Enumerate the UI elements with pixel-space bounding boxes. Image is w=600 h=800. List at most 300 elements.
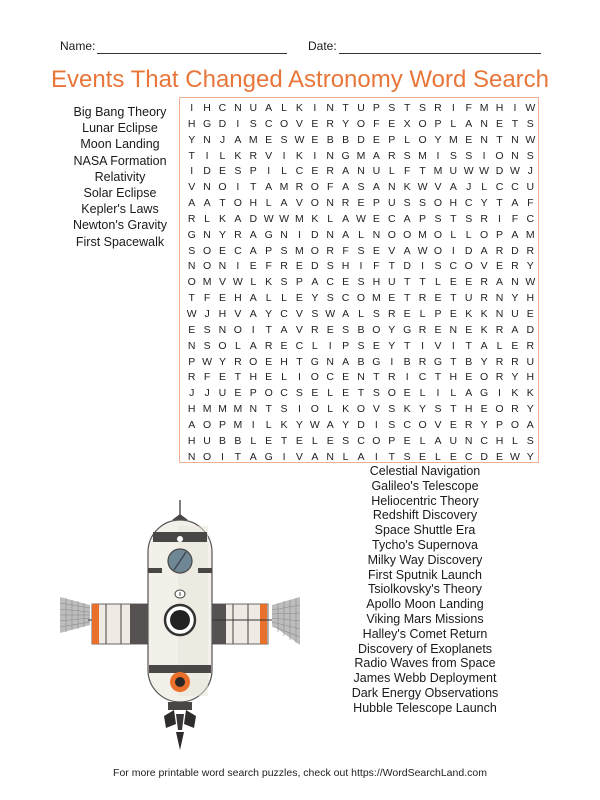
grid-cell[interactable]: Y [511, 292, 519, 305]
grid-cell[interactable]: A [403, 244, 411, 257]
grid-cell[interactable]: I [282, 149, 286, 162]
grid-cell[interactable]: S [372, 307, 380, 320]
grid-cell[interactable]: N [511, 149, 519, 162]
grid-cell[interactable]: F [527, 197, 534, 210]
grid-cell[interactable]: L [281, 102, 287, 114]
grid-cell[interactable]: R [326, 165, 334, 178]
grid-cell[interactable]: H [495, 102, 504, 114]
grid-cell[interactable]: N [187, 260, 196, 273]
grid-cell[interactable]: L [250, 276, 257, 289]
grid-cell[interactable]: C [449, 260, 458, 273]
grid-cell[interactable]: U [387, 276, 396, 289]
grid-cell[interactable]: H [187, 434, 196, 447]
grid-cell[interactable]: I [405, 371, 409, 384]
grid-cell[interactable]: I [390, 355, 394, 368]
grid-cell[interactable]: C [264, 117, 273, 130]
grid-cell[interactable]: N [387, 181, 396, 194]
grid-cell[interactable]: A [342, 307, 350, 320]
grid-cell[interactable]: L [281, 292, 287, 305]
grid-cell[interactable]: I [190, 102, 194, 114]
grid-cell[interactable]: H [234, 292, 242, 305]
grid-cell[interactable]: Y [526, 260, 534, 273]
grid-cell[interactable]: W [525, 133, 536, 146]
grid-cell[interactable]: B [403, 355, 411, 368]
grid-cell[interactable]: K [480, 323, 488, 336]
grid-cell[interactable]: J [527, 165, 533, 178]
grid-cell[interactable]: A [265, 102, 273, 114]
grid-cell[interactable]: L [419, 434, 426, 447]
grid-cell[interactable]: E [326, 434, 334, 447]
grid-cell[interactable]: H [449, 371, 458, 384]
grid-cell[interactable]: H [249, 197, 258, 210]
grid-cell[interactable]: A [342, 165, 350, 178]
grid-cell[interactable]: W [294, 133, 305, 146]
grid-cell[interactable]: C [511, 181, 519, 194]
grid-cell[interactable]: I [282, 450, 286, 463]
grid-cell[interactable]: S [449, 149, 457, 162]
grid-cell[interactable]: T [450, 355, 457, 368]
grid-cell[interactable]: N [511, 133, 519, 146]
grid-cell[interactable]: A [326, 418, 334, 431]
grid-cell[interactable]: C [464, 450, 473, 463]
grid-cell[interactable]: G [264, 228, 273, 241]
grid-cell[interactable]: R [341, 197, 350, 210]
grid-cell[interactable]: H [187, 403, 196, 416]
name-line[interactable] [97, 42, 287, 54]
grid-cell[interactable]: N [280, 228, 288, 241]
grid-cell[interactable]: E [465, 323, 473, 336]
grid-cell[interactable]: E [218, 165, 226, 178]
grid-cell[interactable]: M [233, 418, 243, 431]
grid-cell[interactable]: E [326, 323, 334, 336]
grid-cell[interactable]: A [342, 212, 350, 225]
grid-cell[interactable]: D [311, 260, 319, 273]
grid-cell[interactable]: F [511, 212, 519, 225]
grid-cell[interactable]: S [434, 260, 442, 273]
grid-cell[interactable]: M [418, 228, 427, 241]
grid-cell[interactable]: V [434, 181, 442, 194]
grid-cell[interactable]: L [265, 197, 272, 210]
grid-cell[interactable]: J [204, 307, 210, 320]
grid-cell[interactable]: N [326, 149, 334, 162]
grid-cell[interactable]: A [249, 292, 257, 305]
grid-cell[interactable]: I [313, 149, 317, 162]
grid-cell[interactable]: V [218, 276, 226, 289]
grid-cell[interactable]: O [233, 197, 242, 210]
grid-cell[interactable]: L [496, 339, 503, 352]
grid-cell[interactable]: A [480, 244, 488, 257]
grid-cell[interactable]: O [310, 371, 319, 384]
grid-cell[interactable]: G [372, 355, 381, 368]
grid-cell[interactable]: I [374, 418, 378, 431]
grid-cell[interactable]: O [203, 450, 212, 463]
grid-cell[interactable]: O [233, 323, 242, 336]
grid-cell[interactable]: O [387, 387, 396, 400]
grid-cell[interactable]: S [434, 212, 442, 225]
grid-cell[interactable]: H [526, 371, 535, 384]
grid-cell[interactable]: L [450, 228, 457, 241]
grid-cell[interactable]: I [482, 149, 486, 162]
grid-cell[interactable]: D [357, 133, 365, 146]
grid-cell[interactable]: H [280, 355, 288, 368]
grid-cell[interactable]: R [187, 371, 196, 384]
grid-cell[interactable]: E [295, 292, 303, 305]
grid-cell[interactable]: T [496, 133, 503, 146]
grid-cell[interactable]: S [188, 244, 196, 257]
grid-cell[interactable]: M [525, 228, 535, 241]
grid-cell[interactable]: F [403, 165, 411, 178]
grid-cell[interactable]: V [265, 149, 273, 162]
grid-cell[interactable]: D [203, 165, 211, 178]
grid-cell[interactable]: C [464, 197, 473, 210]
grid-cell[interactable]: I [451, 102, 455, 114]
grid-cell[interactable]: E [403, 434, 411, 447]
grid-cell[interactable]: S [403, 450, 411, 463]
grid-cell[interactable]: B [326, 133, 334, 146]
grid-cell[interactable]: E [403, 387, 411, 400]
grid-cell[interactable]: V [234, 307, 242, 320]
grid-cell[interactable]: O [387, 228, 396, 241]
grid-cell[interactable]: L [342, 450, 349, 463]
grid-cell[interactable]: N [495, 292, 504, 305]
grid-cell[interactable]: R [311, 323, 319, 336]
grid-cell[interactable]: M [218, 403, 227, 416]
grid-cell[interactable]: C [526, 212, 535, 225]
grid-cell[interactable]: T [496, 197, 503, 210]
grid-cell[interactable]: T [342, 102, 349, 114]
grid-cell[interactable]: I [297, 228, 301, 241]
grid-cell[interactable]: N [203, 133, 211, 146]
grid-cell[interactable]: E [434, 292, 442, 305]
grid-cell[interactable]: O [480, 228, 489, 241]
grid-cell[interactable]: C [326, 276, 334, 289]
grid-cell[interactable]: W [509, 165, 520, 178]
grid-cell[interactable]: M [418, 149, 427, 162]
grid-cell[interactable]: O [464, 260, 473, 273]
grid-cell[interactable]: H [464, 403, 473, 416]
grid-cell[interactable]: Y [480, 355, 488, 368]
grid-cell[interactable]: N [218, 323, 227, 336]
grid-cell[interactable]: S [342, 323, 350, 336]
grid-cell[interactable]: I [498, 387, 501, 400]
grid-cell[interactable]: A [342, 355, 350, 368]
grid-cell[interactable]: F [342, 244, 349, 257]
grid-cell[interactable]: T [465, 339, 472, 352]
grid-cell[interactable]: L [465, 228, 472, 241]
grid-cell[interactable]: S [357, 339, 365, 352]
grid-cell[interactable]: L [419, 387, 426, 400]
grid-cell[interactable]: R [387, 149, 396, 162]
grid-cell[interactable]: P [218, 418, 226, 431]
grid-cell[interactable]: R [418, 323, 427, 336]
grid-cell[interactable]: B [357, 323, 365, 336]
grid-cell[interactable]: N [187, 339, 196, 352]
grid-cell[interactable]: R [511, 403, 519, 416]
grid-cell[interactable]: M [202, 276, 212, 289]
grid-cell[interactable]: F [265, 260, 272, 273]
grid-cell[interactable]: A [234, 133, 242, 146]
grid-cell[interactable]: I [513, 102, 517, 114]
grid-cell[interactable]: R [280, 260, 288, 273]
grid-cell[interactable]: O [279, 117, 289, 130]
grid-cell[interactable]: A [465, 387, 473, 400]
grid-cell[interactable]: F [203, 371, 211, 384]
grid-cell[interactable]: D [357, 418, 365, 431]
grid-cell[interactable]: R [434, 102, 442, 114]
grid-cell[interactable]: L [327, 387, 334, 400]
grid-cell[interactable]: I [313, 102, 317, 114]
grid-cell[interactable]: E [526, 307, 534, 320]
grid-cell[interactable]: N [480, 133, 488, 146]
grid-cell[interactable]: V [295, 450, 303, 463]
grid-cell[interactable]: W [309, 418, 320, 431]
grid-cell[interactable]: L [311, 434, 318, 447]
grid-cell[interactable]: S [203, 339, 211, 352]
grid-cell[interactable]: W [279, 212, 289, 225]
grid-cell[interactable]: T [403, 102, 411, 114]
grid-cell[interactable]: C [418, 371, 427, 384]
grid-cell[interactable]: A [234, 212, 242, 225]
grid-cell[interactable]: U [526, 355, 535, 368]
grid-cell[interactable]: I [190, 165, 194, 178]
grid-cell[interactable]: N [464, 434, 473, 447]
grid-cell[interactable]: L [327, 403, 334, 416]
grid-cell[interactable]: T [450, 292, 457, 305]
grid-cell[interactable]: P [496, 228, 504, 241]
grid-cell[interactable]: I [236, 117, 240, 130]
grid-cell[interactable]: Y [388, 339, 396, 352]
grid-cell[interactable]: O [480, 371, 489, 384]
grid-cell[interactable]: R [464, 418, 473, 431]
grid-cell[interactable]: S [419, 102, 427, 114]
grid-cell[interactable]: O [310, 197, 319, 210]
grid-cell[interactable]: R [418, 292, 427, 305]
grid-cell[interactable]: T [434, 371, 442, 384]
grid-cell[interactable]: S [526, 149, 534, 162]
grid-cell[interactable]: A [434, 434, 442, 447]
grid-cell[interactable]: D [218, 117, 227, 130]
grid-cell[interactable]: F [373, 117, 380, 130]
grid-cell[interactable]: S [280, 244, 288, 257]
grid-cell[interactable]: W [356, 212, 366, 225]
grid-cell[interactable]: C [295, 165, 304, 178]
grid-cell[interactable]: S [280, 133, 288, 146]
grid-cell[interactable]: Y [342, 418, 350, 431]
grid-cell[interactable]: E [449, 450, 457, 463]
grid-cell[interactable]: N [357, 165, 365, 178]
grid-cell[interactable]: E [342, 387, 350, 400]
grid-cell[interactable]: N [218, 260, 227, 273]
grid-cell[interactable]: A [403, 212, 411, 225]
grid-cell[interactable]: S [280, 276, 288, 289]
grid-cell[interactable]: P [249, 387, 257, 400]
grid-cell[interactable]: T [403, 339, 411, 352]
grid-cell[interactable]: R [249, 149, 258, 162]
grid-cell[interactable]: W [186, 307, 197, 320]
grid-cell[interactable]: O [249, 355, 258, 368]
grid-cell[interactable]: E [480, 403, 488, 416]
grid-cell[interactable]: U [526, 181, 535, 194]
grid-cell[interactable]: A [511, 228, 519, 241]
grid-cell[interactable]: F [465, 102, 472, 114]
grid-cell[interactable]: T [234, 371, 242, 384]
grid-cell[interactable]: T [388, 450, 395, 463]
grid-cell[interactable]: O [510, 418, 519, 431]
grid-cell[interactable]: I [205, 149, 209, 162]
grid-cell[interactable]: P [434, 117, 442, 130]
grid-cell[interactable]: L [281, 165, 287, 178]
grid-cell[interactable]: U [372, 165, 381, 178]
grid-cell[interactable]: P [265, 244, 273, 257]
grid-cell[interactable]: R [418, 355, 427, 368]
grid-cell[interactable]: A [342, 228, 350, 241]
grid-cell[interactable]: A [526, 418, 534, 431]
grid-cell[interactable]: U [464, 292, 473, 305]
grid-cell[interactable]: E [218, 244, 226, 257]
grid-cell[interactable]: O [418, 117, 427, 130]
grid-cell[interactable]: I [267, 165, 271, 178]
grid-cell[interactable]: Y [526, 450, 534, 463]
grid-cell[interactable]: R [387, 307, 396, 320]
grid-cell[interactable]: W [417, 181, 428, 194]
grid-cell[interactable]: R [526, 244, 535, 257]
grid-cell[interactable]: E [265, 133, 273, 146]
grid-cell[interactable]: L [450, 117, 457, 130]
grid-cell[interactable]: E [265, 371, 273, 384]
grid-cell[interactable]: S [249, 117, 257, 130]
grid-cell[interactable]: E [372, 212, 380, 225]
grid-cell[interactable]: M [279, 181, 289, 194]
grid-cell[interactable]: Y [419, 403, 427, 416]
grid-cell[interactable]: E [265, 355, 273, 368]
grid-cell[interactable]: S [526, 117, 534, 130]
grid-cell[interactable]: T [219, 197, 226, 210]
grid-cell[interactable]: B [234, 434, 242, 447]
grid-cell[interactable]: S [465, 212, 473, 225]
grid-cell[interactable]: N [480, 117, 488, 130]
grid-cell[interactable]: T [188, 149, 195, 162]
grid-cell[interactable]: O [495, 149, 504, 162]
grid-cell[interactable]: O [310, 244, 319, 257]
grid-cell[interactable]: A [342, 181, 350, 194]
grid-cell[interactable]: W [525, 102, 536, 114]
grid-cell[interactable]: I [297, 371, 301, 384]
grid-cell[interactable]: H [449, 197, 458, 210]
grid-cell[interactable]: M [448, 133, 458, 146]
grid-cell[interactable]: H [495, 434, 504, 447]
grid-cell[interactable]: E [511, 339, 519, 352]
grid-cell[interactable]: A [249, 307, 257, 320]
grid-cell[interactable]: O [218, 339, 227, 352]
grid-cell[interactable]: A [496, 276, 504, 289]
grid-cell[interactable]: D [495, 165, 504, 178]
grid-cell[interactable]: C [218, 102, 227, 114]
grid-cell[interactable]: P [249, 165, 257, 178]
grid-cell[interactable]: S [311, 307, 319, 320]
grid-cell[interactable]: E [234, 387, 242, 400]
grid-cell[interactable]: E [311, 165, 319, 178]
grid-cell[interactable]: O [264, 387, 273, 400]
grid-cell[interactable]: S [372, 387, 380, 400]
grid-cell[interactable]: G [264, 450, 273, 463]
grid-cell[interactable]: F [327, 181, 334, 194]
grid-cell[interactable]: C [480, 434, 488, 447]
grid-cell[interactable]: Y [218, 228, 226, 241]
grid-cell[interactable]: W [417, 244, 428, 257]
grid-cell[interactable]: R [526, 339, 535, 352]
grid-cell[interactable]: Y [480, 418, 488, 431]
grid-cell[interactable]: I [251, 418, 255, 431]
grid-cell[interactable]: A [249, 244, 257, 257]
grid-cell[interactable]: I [451, 339, 455, 352]
grid-cell[interactable]: G [203, 117, 212, 130]
grid-cell[interactable]: H [249, 371, 258, 384]
grid-cell[interactable]: G [480, 387, 489, 400]
grid-cell[interactable]: T [511, 117, 519, 130]
grid-cell[interactable]: R [495, 244, 504, 257]
grid-cell[interactable]: T [450, 403, 457, 416]
grid-cell[interactable]: E [295, 434, 303, 447]
grid-cell[interactable]: K [465, 307, 473, 320]
grid-cell[interactable]: G [433, 355, 443, 368]
grid-cell[interactable]: W [232, 276, 243, 289]
grid-cell[interactable]: E [218, 292, 226, 305]
grid-cell[interactable]: O [218, 181, 227, 194]
grid-cell[interactable]: J [466, 181, 472, 194]
grid-cell[interactable]: T [388, 260, 395, 273]
grid-cell[interactable]: E [465, 371, 473, 384]
grid-cell[interactable]: B [357, 355, 365, 368]
grid-cell[interactable]: S [357, 244, 365, 257]
grid-cell[interactable]: V [434, 418, 442, 431]
grid-cell[interactable]: C [326, 371, 334, 384]
grid-cell[interactable]: U [387, 197, 396, 210]
grid-cell[interactable]: Y [434, 133, 442, 146]
grid-cell[interactable]: W [263, 212, 274, 225]
grid-cell[interactable]: L [404, 133, 411, 146]
grid-cell[interactable]: A [480, 339, 488, 352]
grid-cell[interactable]: K [403, 181, 411, 194]
grid-cell[interactable]: L [219, 149, 226, 162]
grid-cell[interactable]: K [526, 387, 534, 400]
grid-cell[interactable]: T [357, 387, 365, 400]
grid-cell[interactable]: S [295, 387, 303, 400]
grid-cell[interactable]: N [203, 181, 211, 194]
grid-cell[interactable]: C [280, 307, 288, 320]
grid-cell[interactable]: I [436, 387, 440, 400]
grid-cell[interactable]: V [480, 260, 488, 273]
grid-cell[interactable]: O [418, 418, 427, 431]
grid-cell[interactable]: N [357, 371, 365, 384]
grid-cell[interactable]: P [496, 418, 504, 431]
grid-cell[interactable]: O [203, 244, 212, 257]
grid-cell[interactable]: N [249, 403, 258, 416]
grid-cell[interactable]: N [203, 228, 211, 241]
grid-cell[interactable]: T [450, 212, 457, 225]
grid-cell[interactable]: T [419, 276, 426, 289]
grid-cell[interactable]: H [187, 117, 196, 130]
grid-cell[interactable]: S [357, 181, 365, 194]
grid-cell[interactable]: M [295, 244, 304, 257]
grid-cell[interactable]: D [480, 450, 488, 463]
grid-cell[interactable]: E [449, 418, 457, 431]
grid-cell[interactable]: Y [265, 307, 273, 320]
grid-cell[interactable]: T [234, 450, 242, 463]
grid-cell[interactable]: W [463, 165, 474, 178]
grid-cell[interactable]: L [327, 212, 334, 225]
grid-cell[interactable]: E [280, 339, 288, 352]
grid-cell[interactable]: E [265, 434, 273, 447]
